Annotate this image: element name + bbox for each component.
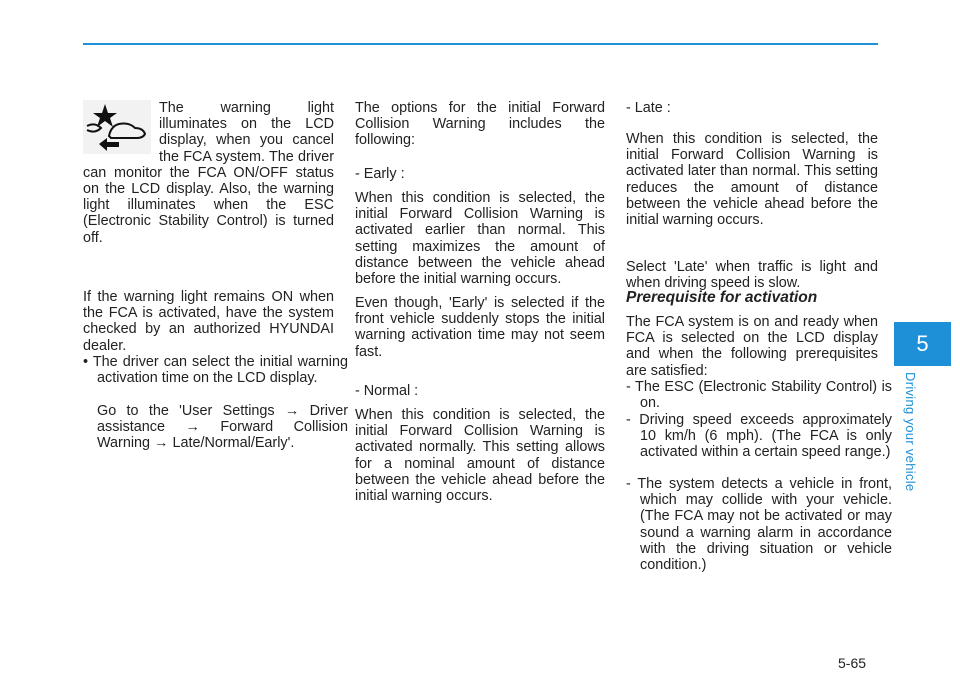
early-note: Even though, 'Early' is selected if the front vehicle suddenly stops the initial warning activation time may not seem fast. xyxy=(355,295,605,360)
prereq-item: - Driving speed exceeds approximately 10 km/h (6 mph). (The FCA is only activated within a certain speed range.) xyxy=(626,412,892,461)
options-paragraph: The options for the initial Forward Collision Warning includes the following: xyxy=(355,100,605,149)
prereq-item: - The ESC (Electronic Stability Control) is on. xyxy=(626,379,892,412)
prereq-item: - The system detects a vehicle in front, which may collide with your vehicle. (The FCA may not be activated or may sound a warning alarm in accordance with the driving situation or vehicle condition.) xyxy=(626,476,892,574)
late-label: - Late : xyxy=(626,100,671,116)
section-heading: Prerequisite for activation xyxy=(626,289,818,306)
dealer-paragraph: If the warning light remains ON when the FCA is activated, have the system checked by an authorized HYUNDAI dealer. xyxy=(83,289,334,354)
chapter-title: Driving your vehicle xyxy=(903,372,919,492)
page-number: 5-65 xyxy=(838,655,867,671)
normal-label: - Normal : xyxy=(355,383,419,399)
intro-text: The warning light illuminates on the LCD display, when you cancel the FCA system. The driver can monitor the FCA ON/OFF status on the LCD display. Also, the warning light illuminates when the ESC (Electronic Stability Control) is turned off. xyxy=(83,100,334,246)
early-label: - Early : xyxy=(355,166,405,182)
intro-paragraph xyxy=(83,100,334,246)
normal-text: When this condition is selected, the initial Forward Collision Warning is activated normally. This setting allows for a nominal amount of distance between the vehicle ahead before the initial warning occurs. xyxy=(355,407,605,505)
header-rule xyxy=(83,43,878,45)
settings-path-text: Go to the 'User Settings → Driver assistance → Forward Collision Warning → Late/Normal/Early'. xyxy=(97,403,348,452)
fca-warning-light-icon xyxy=(83,100,151,154)
early-text: When this condition is selected, the initial Forward Collision Warning is activated earlier than normal. This setting maximizes the amount of distance between the vehicle ahead before the initial warning occurs. xyxy=(355,190,605,288)
late-text: When this condition is selected, the initial Forward Collision Warning is activated later than normal. This setting reduces the amount of distance between the vehicle ahead before the initial warning occurs. xyxy=(626,131,878,229)
bullet-item: • The driver can select the initial warning activation time on the LCD display. xyxy=(83,354,348,387)
chapter-tab: 5 xyxy=(894,322,951,366)
late-note: Select 'Late' when traffic is light and when driving speed is slow. xyxy=(626,259,878,292)
prereq-intro: The FCA system is on and ready when FCA is selected on the LCD display and when the following prerequisites are satisfied: xyxy=(626,314,878,379)
